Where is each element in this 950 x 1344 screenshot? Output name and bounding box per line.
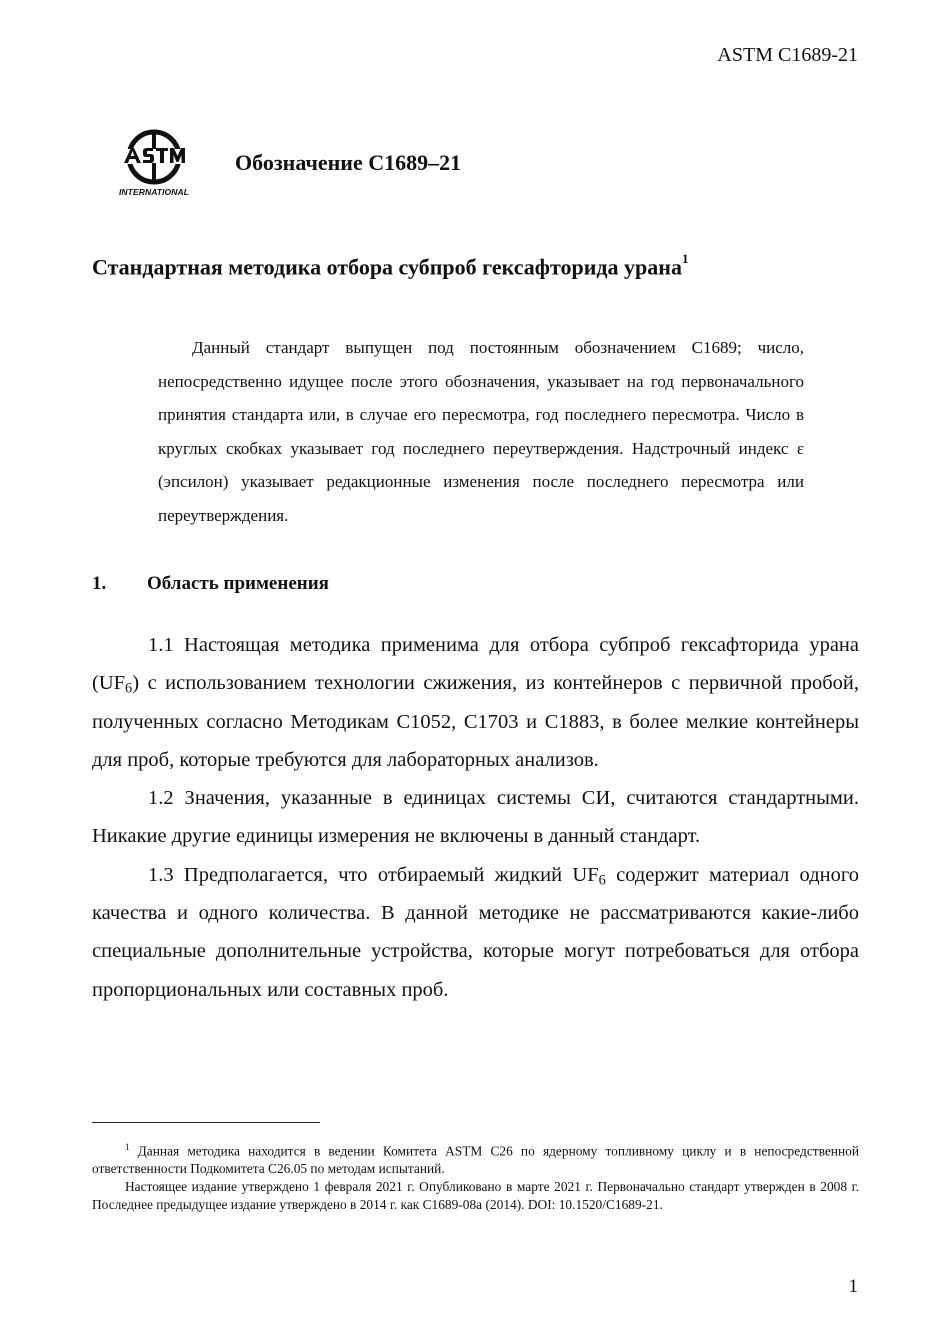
footnote-1-text: Данная методика находится в ведении Комитета ASTM C26 по ядерному топливному циклу и в непосредственной ответственности Подкомитета C26.05 по методам испытаний. [92, 1143, 859, 1177]
logo-caption: INTERNATIONAL [118, 187, 190, 197]
footnote-1-continuation: Настоящее издание утверждено 1 февраля 2021 г. Опубликовано в марте 2021 г. Первоначально стандарт утвержден в 2008 г. Последнее предыдущее издание утверждено в 2014 г. как C1689-08a (2014). DOI: 10.1520/C1689-21. [92, 1179, 859, 1213]
designation-heading: Обозначение C1689–21 [235, 150, 462, 175]
paragraph-1-1 [92, 626, 859, 779]
section-title: Область применения [147, 573, 329, 594]
designation-note: Данный стандарт выпущен под постоянным обозначением С1689; число, непосредственно идущее после этого обозначения, указывает на год первоначального принятия стандарта или, в случае его пересмотра, год последнего пересмотра. Число в круглых скобках указывает год последнего переутверждения. Надстрочный индекс ε (эпсилон) указывает редакционные изменения после последнего пересмотра или переутверждения. [158, 338, 804, 525]
uf6-subscript: 6 [125, 680, 133, 697]
uf6-subscript: 6 [598, 872, 606, 889]
section-number: 1. [92, 573, 107, 594]
footnote-marker: 1 [125, 1142, 130, 1152]
paragraph-1-3-text-a: 1.3 Предполагается, что отбираемый жидкий UF [148, 863, 599, 886]
footnote-1 [92, 1138, 859, 1178]
document-code-header: ASTM C1689-21 [717, 44, 858, 66]
title-footnote-marker: 1 [681, 251, 689, 266]
paragraph-1-3-text-b: содержит материал одного качества и одного количества. В данной методике не рассматриваются какие-либо специальные дополнительные устройства, которые могут потребоваться для отбора пропорциональных или составных проб. [92, 863, 860, 1001]
section-body [92, 626, 859, 1009]
document-title [92, 251, 689, 280]
page-number: 1 [848, 1276, 858, 1297]
astm-logo [113, 126, 195, 198]
title-text: Стандартная методика отбора субпроб гексафторида урана [92, 254, 682, 280]
footnotes [92, 1138, 859, 1214]
paragraph-1-2: 1.2 Значения, указанные в единицах системы СИ, считаются стандартными. Никакие другие единицы измерения не включены в данный стандарт. [92, 787, 859, 848]
paragraph-1-1-text-a: 1.1 Настоящая методика применима для отбора субпроб гексафторида урана (UF [92, 634, 859, 695]
astm-emblem-icon [113, 126, 195, 188]
footnote-divider [92, 1122, 320, 1123]
paragraph-1-3 [92, 856, 859, 1009]
paragraph-1-1-text-b: ) с использованием технологии сжижения, из контейнеров с первичной пробой, полученных согласно Методикам С1052, С1703 и С1883, в более мелкие контейнеры для проб, которые требуются для лабораторных анализов. [92, 672, 859, 771]
